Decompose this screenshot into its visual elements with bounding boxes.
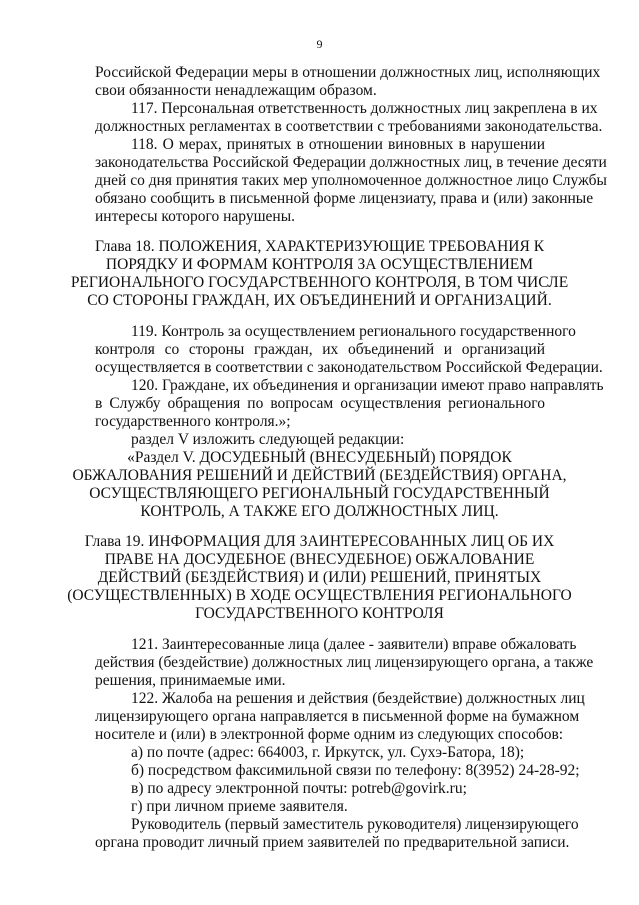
list-item: б) посредством факсимильной связи по телефону: 8(3952) 24-28-92; xyxy=(131,762,580,779)
chapter-heading-line: ПОРЯДКУ И ФОРМАМ КОНТРОЛЯ ЗА ОСУЩЕСТВЛЕНИЕМ xyxy=(105,256,534,273)
text-line: законодательства Российской Федерации должностных лиц, в течение десяти xyxy=(95,154,607,171)
section-heading-line: ОБЖАЛОВАНИЯ РЕШЕНИЙ И ДЕЙСТВИЙ (БЕЗДЕЙСТВИЯ) ОРГАНА, xyxy=(72,467,567,484)
list-item: в) по адресу электронной почты: potreb@govirk.ru; xyxy=(131,780,467,797)
text-line: Руководитель (первый заместитель руководителя) лицензирующего xyxy=(131,816,579,833)
text-line: носителе и (или) в электронной форме одним из следующих способов: xyxy=(95,726,564,743)
text-line: свои обязанности ненадлежащим образом. xyxy=(95,82,377,99)
text-line: раздел V изложить следующей редакции: xyxy=(131,431,405,448)
text-line: государственного контроля.»; xyxy=(95,413,291,430)
text-line: обязано сообщить в письменной форме лицензиату, права и (или) законные xyxy=(95,190,594,207)
text-line: должностных регламентах в соответствии с требованиями законодательства. xyxy=(95,118,603,135)
chapter-heading-line: ДЕЙСТВИЙ (БЕЗДЕЙСТВИЯ) И (ИЛИ) РЕШЕНИЙ, ПРИНЯТЫХ xyxy=(97,569,542,586)
text-line: 119. Контроль за осуществлением регионального государственного xyxy=(131,323,576,340)
text-line: 121. Заинтересованные лица (далее - заявители) вправе обжаловать xyxy=(131,636,577,653)
text-line: 122. Жалоба на решения и действия (бездействие) должностных лиц xyxy=(131,690,585,707)
text-line: осуществляется в соответствии с законодательством Российской Федерации. xyxy=(95,359,603,376)
chapter-heading-line: Глава 18. ПОЛОЖЕНИЯ, ХАРАКТЕРИЗУЮЩИЕ ТРЕБОВАНИЯ К xyxy=(94,238,545,255)
text-line: 120. Граждане, их объединения и организации имеют право направлять xyxy=(131,377,604,394)
text-line: 118. О мерах, принятых в отношении виновных в нарушении xyxy=(131,136,545,153)
page-number: 9 xyxy=(316,37,323,51)
chapter-heading-line: ПРАВЕ НА ДОСУДЕБНОЕ (ВНЕСУДЕБНОЕ) ОБЖАЛОВАНИЕ xyxy=(104,551,535,568)
chapter-heading-line: ГОСУДАРСТВЕННОГО КОНТРОЛЯ xyxy=(195,605,444,622)
text-line: 117. Персональная ответственность должностных лиц закреплена в их xyxy=(131,100,598,117)
section-heading-line: КОНТРОЛЬ, А ТАКЖЕ ЕГО ДОЛЖНОСТНЫХ ЛИЦ. xyxy=(140,503,499,520)
text-line: в Службу обращения по вопросам осуществления регионального xyxy=(95,395,545,412)
chapter-heading-line: (ОСУЩЕСТВЛЕННЫХ) В ХОДЕ ОСУЩЕСТВЛЕНИЯ РЕГИОНАЛЬНОГО xyxy=(67,587,572,604)
section-heading-line: ОСУЩЕСТВЛЯЮЩЕГО РЕГИОНАЛЬНЫЙ ГОСУДАРСТВЕННЫЙ xyxy=(89,485,550,502)
chapter-heading-line: Глава 19. ИНФОРМАЦИЯ ДЛЯ ЗАИНТЕРЕСОВАННЫХ ЛИЦ ОБ ИХ xyxy=(84,533,555,550)
text-line: органа проводит личный прием заявителей по предварительной записи. xyxy=(95,834,570,851)
text-line: лицензирующего органа направляется в письменной форме на бумажном xyxy=(95,708,580,725)
list-item: г) при личном приеме заявителя. xyxy=(131,798,348,815)
text-line: интересы которого нарушены. xyxy=(95,208,296,225)
text-line: Российской Федерации меры в отношении должностных лиц, исполняющих xyxy=(95,64,601,81)
chapter-heading-line: СО СТОРОНЫ ГРАЖДАН, ИХ ОБЪЕДИНЕНИЙ И ОРГАНИЗАЦИЙ. xyxy=(87,292,552,309)
list-item: а) по почте (адрес: 664003, г. Иркутск, ул. Сухэ-Батора, 18); xyxy=(131,744,525,761)
section-heading-line: «Раздел V. ДОСУДЕБНЫЙ (ВНЕСУДЕБНЫЙ) ПОРЯДОК xyxy=(127,449,512,466)
text-line: действия (бездействие) должностных лиц лицензирующего органа, а также xyxy=(95,654,594,671)
text-line: дней со дня принятия таких мер уполномоченное должностное лицо Службы xyxy=(95,172,607,189)
chapter-heading-line: РЕГИОНАЛЬНОГО ГОСУДАРСТВЕННОГО КОНТРОЛЯ, В ТОМ ЧИСЛЕ xyxy=(70,274,569,291)
text-line: решения, принимаемые ими. xyxy=(95,672,286,689)
text-line: контроля со стороны граждан, их объединений и организаций xyxy=(95,341,545,358)
